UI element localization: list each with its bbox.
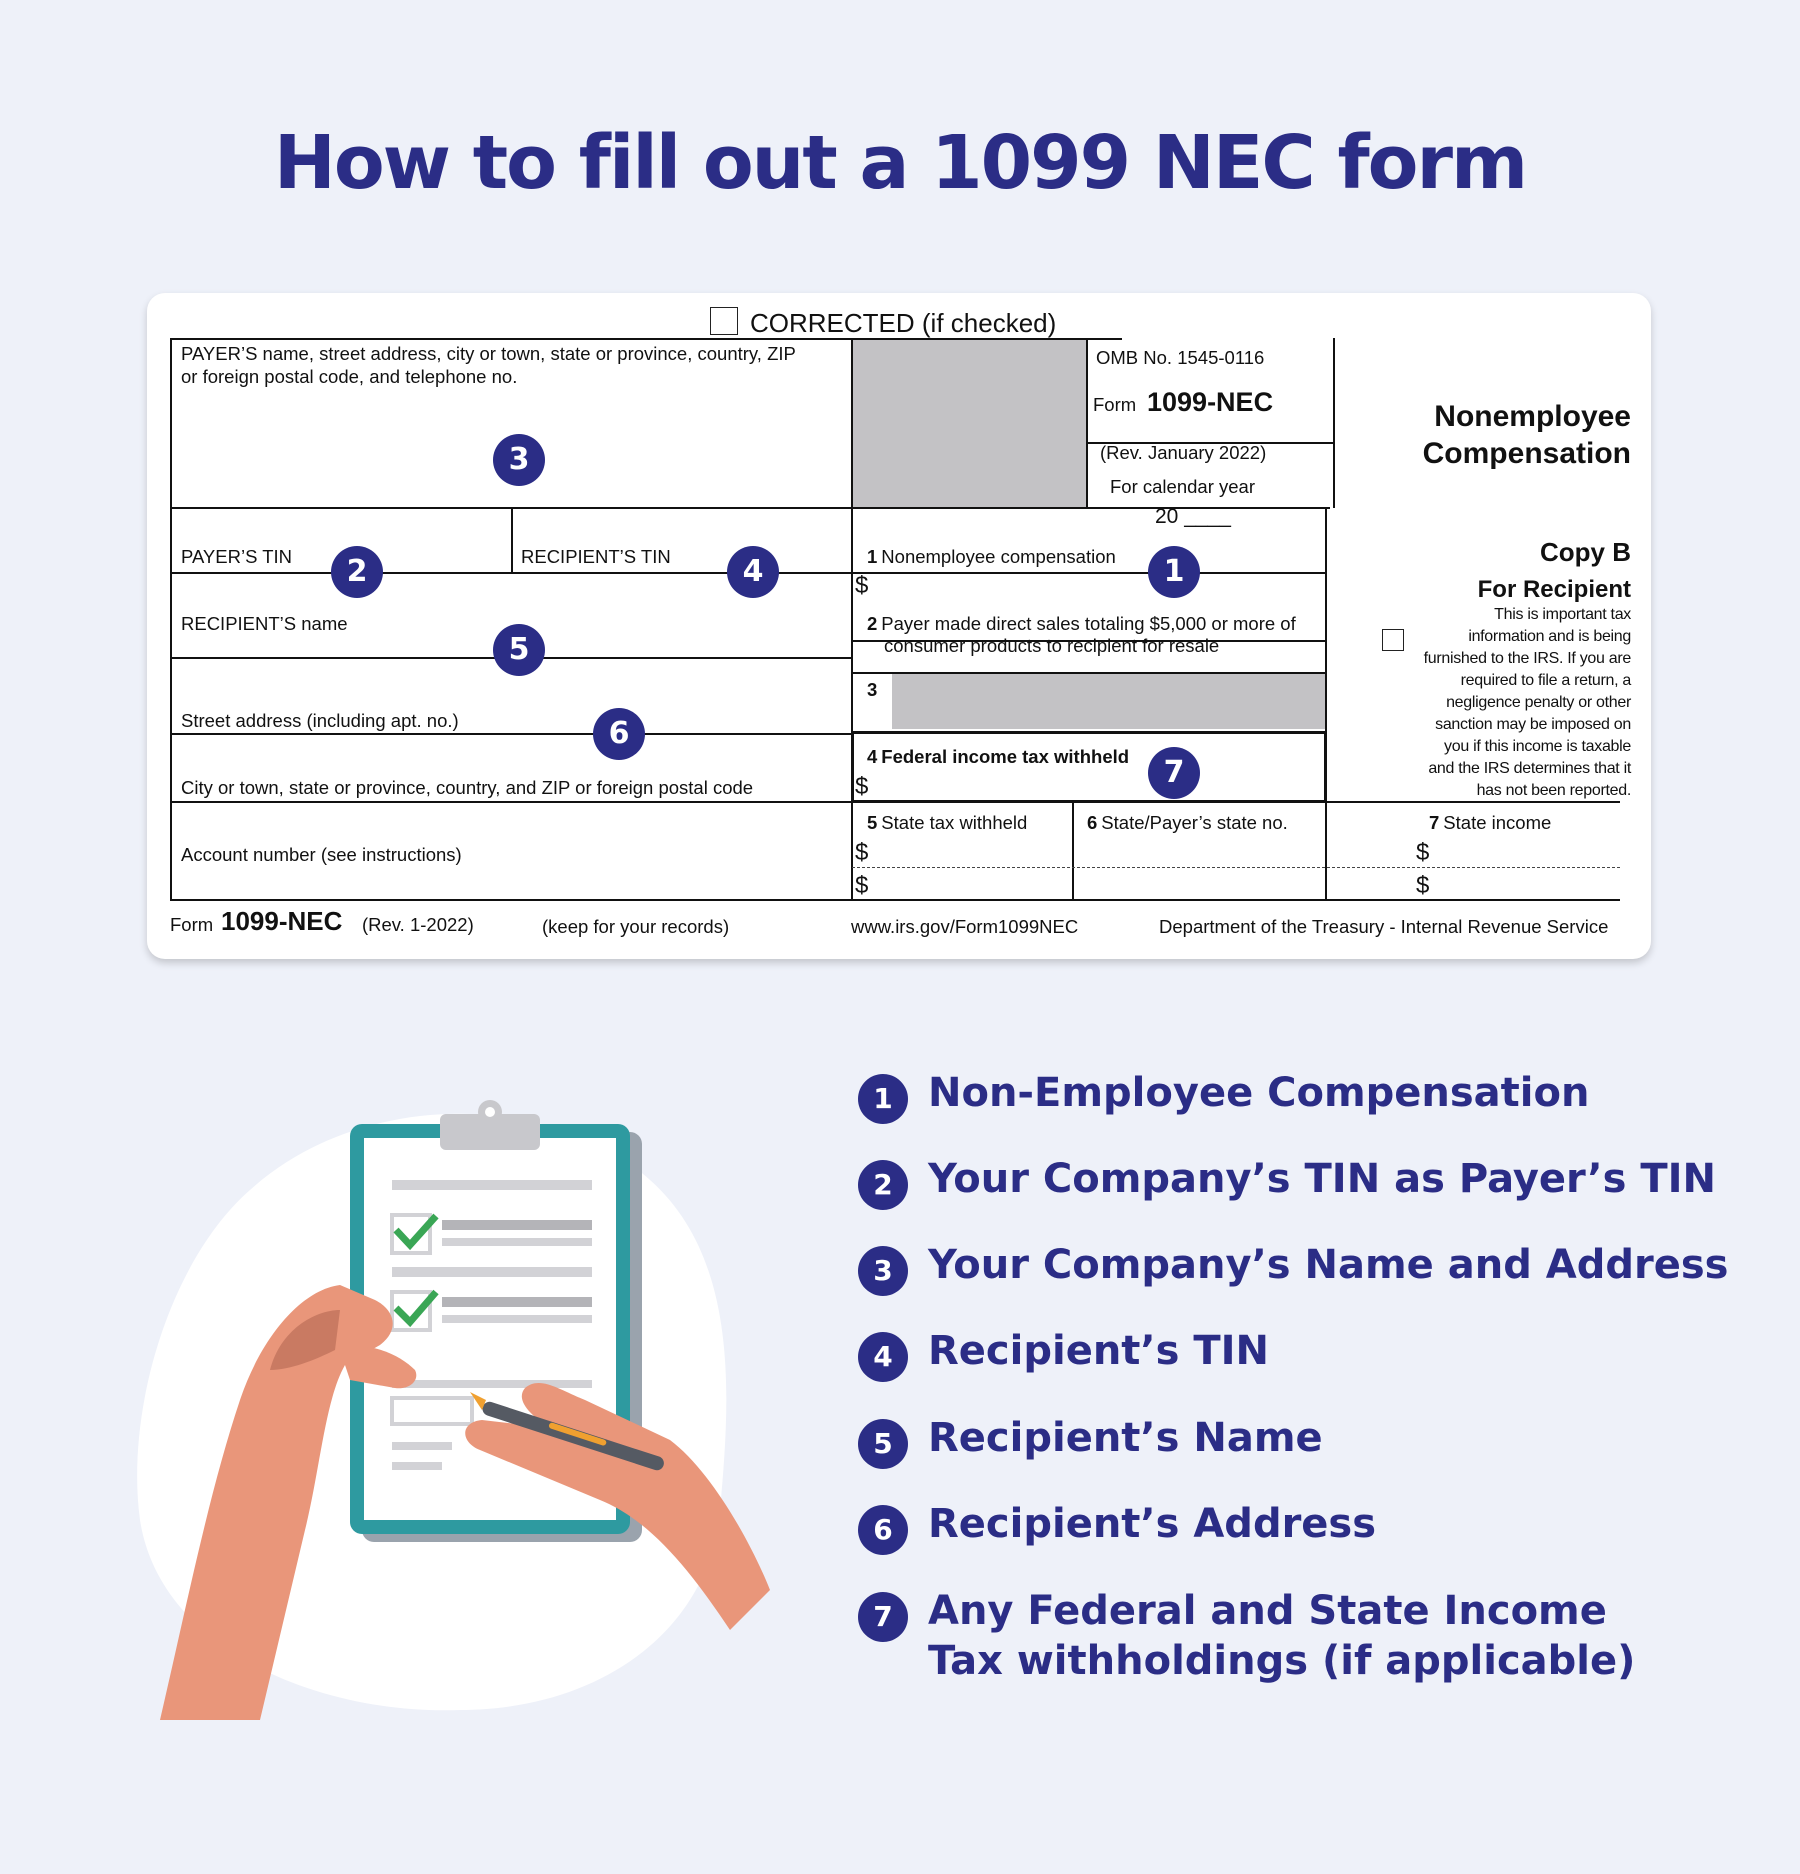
box4-text: Federal income tax withheld — [881, 746, 1130, 767]
city-label: City or town, state or province, country, and ZIP or foreign postal code — [181, 777, 754, 798]
box1-label — [867, 545, 1116, 568]
box6-label — [1087, 811, 1288, 834]
recipient-tin-label: RECIPIENT’S TIN — [521, 546, 671, 567]
box1-text: Nonemployee compensation — [881, 546, 1116, 567]
box2-text: Payer made direct sales totaling $5,000 or more of — [881, 613, 1296, 634]
legend-text: Your Company’s Name and Address — [928, 1242, 1729, 1288]
box5-dollar-2: $ — [855, 872, 869, 899]
notice-line: sanction may be imposed on — [1435, 716, 1631, 733]
corrected-label: CORRECTED (if checked) — [750, 308, 1057, 338]
box7-dollar-1: $ — [1416, 839, 1430, 866]
box6-number: 6 — [1087, 812, 1098, 833]
box3-shaded — [892, 673, 1325, 729]
notice-line: and the IRS determines that it — [1428, 760, 1631, 777]
legend-badge: 1 — [858, 1074, 908, 1124]
box7-label — [1429, 811, 1551, 834]
legend-badge: 5 — [858, 1419, 908, 1469]
footer-form-word: Form — [170, 914, 214, 935]
form-name: 1099-NEC — [1147, 387, 1274, 417]
clipboard-illustration — [130, 1070, 770, 1730]
calendar-year-value: 20 ____ — [1155, 505, 1231, 528]
notice-line: negligence penalty or other — [1446, 694, 1631, 711]
omb-number: OMB No. 1545-0116 — [1096, 347, 1265, 368]
legend-badge: 3 — [858, 1246, 908, 1296]
legend-text: Recipient’s Name — [928, 1415, 1323, 1461]
legend-text: Recipient’s Address — [928, 1501, 1377, 1547]
legend-text: Your Company’s TIN as Payer’s TIN — [928, 1156, 1717, 1202]
notice-line: you if this income is taxable — [1444, 738, 1631, 755]
legend-text: Non-Employee Compensation — [928, 1070, 1590, 1116]
box5-text: State tax withheld — [881, 812, 1028, 833]
notice-line: furnished to the IRS. If you are — [1423, 650, 1631, 667]
box7-dollar-2: $ — [1416, 872, 1430, 899]
box6-text: State/Payer’s state no. — [1101, 812, 1288, 833]
recipient-name-label: RECIPIENT’S name — [181, 613, 348, 634]
calendar-year-label: For calendar year — [1110, 476, 1255, 497]
badge-6: 6 — [593, 708, 645, 760]
badge-1: 1 — [1148, 546, 1200, 598]
footer-rev: (Rev. 1-2022) — [362, 914, 474, 935]
box2-label-2: consumer products to recipient for resale — [884, 635, 1220, 656]
footer-url: www.irs.gov/Form1099NEC — [851, 916, 1079, 937]
form-heading-1: Nonemployee — [1434, 400, 1631, 433]
corrected-checkbox[interactable] — [710, 307, 738, 335]
box3-number: 3 — [867, 679, 878, 700]
box2-number: 2 — [867, 613, 878, 634]
box3-label — [867, 678, 881, 701]
copy-b: Copy B — [1540, 537, 1631, 567]
legend-text: Any Federal and State Income Tax withholdings (if applicable) — [928, 1588, 1636, 1684]
notice-line: information and is being — [1468, 628, 1631, 645]
box4-number: 4 — [867, 746, 878, 767]
account-number-label: Account number (see instructions) — [181, 844, 462, 865]
box1-dollar: $ — [855, 572, 869, 599]
notice-line: has not been reported. — [1476, 782, 1631, 799]
box5-number: 5 — [867, 812, 878, 833]
legend-badge: 2 — [858, 1160, 908, 1210]
box2-checkbox[interactable] — [1382, 629, 1404, 651]
box7-number: 7 — [1429, 812, 1440, 833]
legend-badge: 7 — [858, 1592, 908, 1642]
box5-dollar-1: $ — [855, 839, 869, 866]
footer-form-name: 1099-NEC — [221, 906, 343, 936]
footer-dept: Department of the Treasury - Internal Revenue Service — [1159, 916, 1609, 937]
box2-label — [867, 612, 1296, 635]
badge-5: 5 — [493, 624, 545, 676]
box4-dollar: $ — [855, 773, 869, 800]
badge-3: 3 — [493, 434, 545, 486]
form-word: Form — [1093, 394, 1137, 415]
legend-badge: 4 — [858, 1332, 908, 1382]
form-1099-nec-card — [147, 293, 1651, 959]
badge-2: 2 — [331, 546, 383, 598]
form-rev: (Rev. January 2022) — [1100, 442, 1267, 463]
page-title: How to fill out a 1099 NEC form — [273, 120, 1527, 206]
notice-line: required to file a return, a — [1460, 672, 1631, 689]
form-heading-2: Compensation — [1422, 437, 1631, 470]
shaded-block-top — [852, 340, 1087, 508]
box7-text: State income — [1443, 812, 1552, 833]
legend-badge: 6 — [858, 1505, 908, 1555]
legend-text: Recipient’s TIN — [928, 1328, 1269, 1374]
payer-info-label-2: or foreign postal code, and telephone no. — [181, 366, 518, 387]
footer-keep: (keep for your records) — [542, 916, 730, 937]
street-address-label: Street address (including apt. no.) — [181, 710, 459, 731]
payer-tin-label: PAYER’S TIN — [181, 546, 293, 567]
payer-info-label: PAYER’S name, street address, city or town, state or province, country, ZIP — [181, 343, 796, 364]
box1-number: 1 — [867, 546, 878, 567]
for-recipient: For Recipient — [1477, 576, 1631, 603]
box5-label — [867, 811, 1027, 834]
badge-7: 7 — [1148, 747, 1200, 799]
badge-4: 4 — [727, 546, 779, 598]
box4-label — [867, 745, 1129, 768]
recipient-notice — [1331, 604, 1631, 802]
notice-line: This is important tax — [1494, 606, 1631, 623]
